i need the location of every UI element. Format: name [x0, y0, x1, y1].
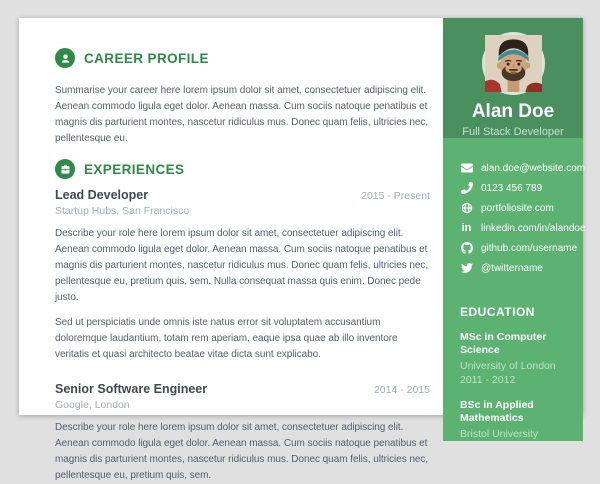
job-header [55, 188, 430, 202]
profile-name: Alan Doe [471, 101, 555, 122]
contact-item-email[interactable] [460, 162, 586, 174]
education-entry [460, 331, 575, 387]
phone-icon [460, 182, 473, 194]
job-company: Startup Hubs, San Francisco [55, 205, 190, 217]
contact-text: alan.doe@website.com [481, 162, 586, 174]
job-entry [55, 382, 430, 484]
contact-text: linkedin.com/in/alandoe [481, 222, 586, 234]
job-company: Google, London [55, 399, 130, 411]
education-entry [460, 399, 575, 441]
education-degree: MSc in Computer Science [460, 331, 547, 356]
user-icon [55, 48, 75, 68]
briefcase-icon [55, 159, 75, 179]
career-profile-heading [55, 48, 430, 68]
education-school: University of London [460, 360, 556, 372]
resume-card [19, 18, 586, 481]
job-description: Sed ut perspiciatis unde omnis iste natus error sit voluptatem accusantium doloremque laudantium, totam rem aperiam, eaque ipsa quae ab illo inventore veritatis et quasi architecto beatae vitae dicta sunt explicabo. [55, 317, 398, 360]
github-icon [460, 242, 473, 254]
job-description: Describe your role here lorem ipsum dolor sit amet, consectetuer adipiscing elit. Aenean commodo ligula eget dolor. Aenean massa. Cum sociis natoque penatibus et magnis dis parturient montes, nascetur ridiculus mus. Donec quam felis, ultricies nec, pellentesque eu, pretium quis, sem. Nulla consequat massa quis enim. Donec pede justo. [55, 228, 429, 303]
main-column [19, 18, 443, 481]
twitter-icon [460, 262, 473, 274]
contact-item-website[interactable] [460, 202, 575, 214]
contact-text: portfoliosite.com [481, 202, 554, 214]
contact-item-linkedin[interactable] [460, 222, 586, 234]
sidebar-profile-section [443, 18, 583, 138]
job-title: Lead Developer [55, 188, 149, 202]
job-period: 2015 - Present [361, 190, 430, 202]
contact-text: github.com/username [481, 242, 578, 254]
section-title: EXPERIENCES [84, 161, 185, 177]
job-title: Senior Software Engineer [55, 382, 208, 396]
job-entry [55, 188, 430, 363]
education-degree: BSc in Applied Mathematics [460, 399, 534, 424]
experiences-heading [55, 159, 430, 179]
job-period: 2014 - 2015 [373, 384, 430, 396]
profile-photo-illustration [485, 35, 542, 92]
education-years: 2011 - 2012 [460, 374, 516, 386]
job-header [55, 382, 430, 396]
education-heading: EDUCATION [460, 305, 535, 319]
profile-photo [485, 35, 542, 92]
email-icon [460, 162, 473, 174]
education-school: Bristol University [460, 428, 539, 440]
contact-item-phone[interactable] [460, 182, 575, 194]
sidebar-details-section [443, 138, 586, 441]
contact-item-twitter[interactable] [460, 262, 575, 274]
contact-item-github[interactable] [460, 242, 578, 254]
contact-text: @twittername [481, 262, 543, 274]
linkedin-icon: in [461, 222, 472, 234]
contact-text: 0123 456 789 [481, 182, 543, 194]
profile-role: Full Stack Developer [462, 126, 564, 138]
section-career-profile [55, 48, 430, 147]
section-experiences [55, 159, 430, 484]
career-summary-text: Summarise your career here lorem ipsum dolor sit amet, consectetuer adipiscing elit. Aenean commodo ligula eget dolor. Aenean massa. Cum sociis natoque penatibus et magnis dis parturient montes, nascetur ridiculus mus. Donec quam felis, ultricies nec, pellentesque eu. [55, 85, 429, 144]
section-title: CAREER PROFILE [84, 50, 209, 66]
job-description: Describe your role here lorem ipsum dolor sit amet, consectetuer adipiscing elit. Aenean commodo ligula eget dolor. Aenean massa. Cum sociis natoque penatibus et magnis dis parturient montes, nascetur ridiculus mus. Donec quam felis, ultricies nec, pellentesque eu, pretium quis, sem. [55, 422, 429, 481]
sidebar [443, 18, 586, 440]
globe-icon [460, 202, 473, 214]
